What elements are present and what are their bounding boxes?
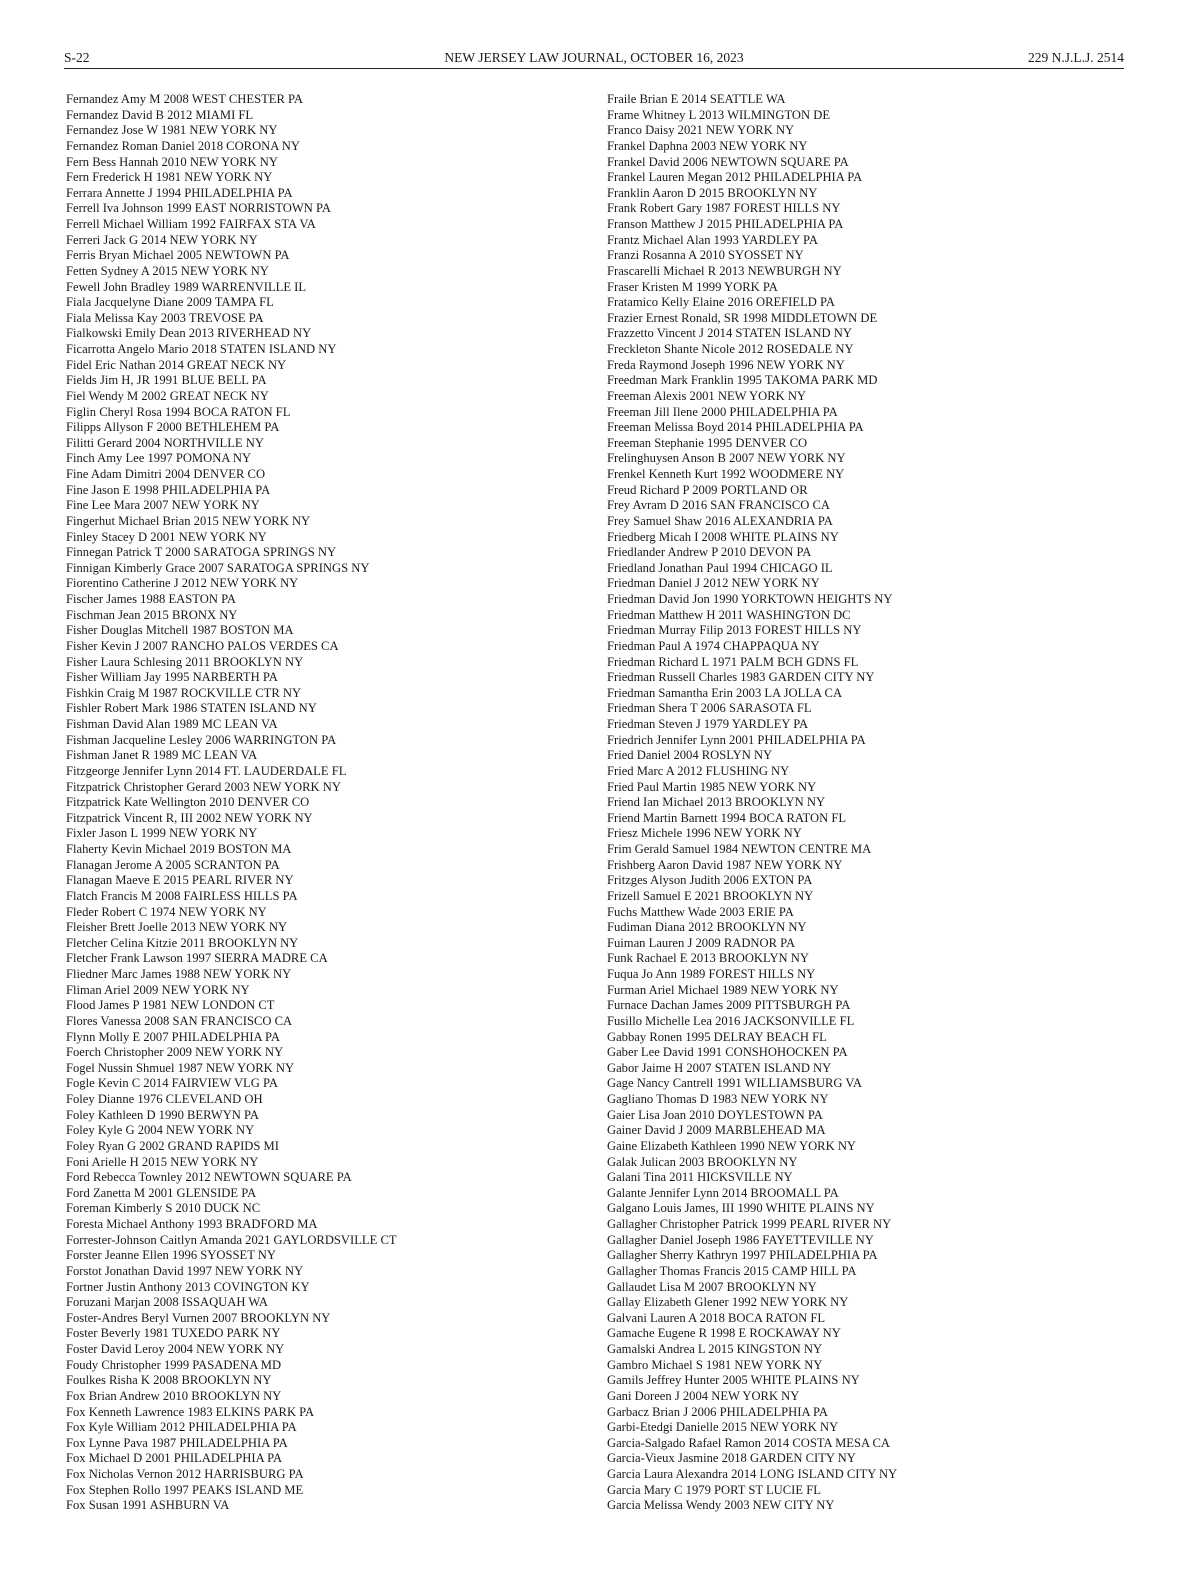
attorney-entry: Forster Jeanne Ellen 1996 SYOSSET NY — [66, 1248, 276, 1263]
attorney-entry: Friedman Russell Charles 1983 GARDEN CITY NY — [607, 670, 875, 685]
attorney-entry: Friesz Michele 1996 NEW YORK NY — [607, 826, 802, 841]
attorney-entry: Fisher William Jay 1995 NARBERTH PA — [66, 670, 278, 685]
attorney-entry: Freud Richard P 2009 PORTLAND OR — [607, 482, 808, 497]
attorney-entry: Foulkes Risha K 2008 BROOKLYN NY — [66, 1373, 272, 1388]
attorney-entry: Fern Frederick H 1981 NEW YORK NY — [66, 170, 273, 185]
attorney-entry: Frantz Michael Alan 1993 YARDLEY PA — [607, 232, 818, 247]
attorney-entry: Fine Lee Mara 2007 NEW YORK NY — [66, 498, 260, 513]
attorney-entry: Galvani Lauren A 2018 BOCA RATON FL — [607, 1310, 826, 1325]
attorney-entry: Furnace Dachan James 2009 PITTSBURGH PA — [607, 998, 851, 1013]
attorney-entry: Gainer David J 2009 MARBLEHEAD MA — [607, 1123, 826, 1138]
attorney-entry: Frazier Ernest Ronald, SR 1998 MIDDLETOWN DE — [607, 310, 878, 325]
attorney-entry: Garbacz Brian J 2006 PHILADELPHIA PA — [607, 1404, 828, 1419]
attorney-entry: Friedlander Andrew P 2010 DEVON PA — [607, 545, 812, 560]
attorney-entry: Foley Kyle G 2004 NEW YORK NY — [66, 1123, 255, 1138]
attorney-entry: Gabor Jaime H 2007 STATEN ISLAND NY — [607, 1060, 832, 1075]
attorney-entry: Fuiman Lauren J 2009 RADNOR PA — [607, 935, 796, 950]
attorney-entry: Fine Jason E 1998 PHILADELPHIA PA — [66, 482, 271, 497]
attorney-entry: Freeman Alexis 2001 NEW YORK NY — [607, 388, 807, 403]
attorney-entry: Fried Marc A 2012 FLUSHING NY — [607, 763, 790, 778]
attorney-entry: Foley Ryan G 2002 GRAND RAPIDS MI — [66, 1138, 279, 1153]
attorney-entry: Gambro Michael S 1981 NEW YORK NY — [607, 1357, 823, 1372]
attorney-entry: Fern Bess Hannah 2010 NEW YORK NY — [66, 154, 278, 169]
attorney-entry: Gallay Elizabeth Glener 1992 NEW YORK NY — [607, 1295, 849, 1310]
attorney-entry: Gamache Eugene R 1998 E ROCKAWAY NY — [607, 1326, 841, 1341]
attorney-entry: Fernandez Roman Daniel 2018 CORONA NY — [66, 138, 300, 153]
attorney-entry: Flaherty Kevin Michael 2019 BOSTON MA — [66, 842, 292, 856]
attorney-entry: Gallagher Christopher Patrick 1999 PEARL RIVER NY — [607, 1217, 892, 1231]
attorney-entry: Galak Julican 2003 BROOKLYN NY — [607, 1154, 798, 1169]
attorney-entry: Fliedner Marc James 1988 NEW YORK NY — [66, 967, 292, 981]
attorney-entry: Friend Martin Barnett 1994 BOCA RATON FL — [607, 810, 847, 825]
attorney-entry: Franzi Rosanna A 2010 SYOSSET NY — [607, 248, 804, 263]
attorney-entry: Galgano Louis James, III 1990 WHITE PLAINS NY — [607, 1201, 875, 1216]
attorney-entry: Friedland Jonathan Paul 1994 CHICAGO IL — [607, 560, 833, 575]
attorney-entry: Gagliano Thomas D 1983 NEW YORK NY — [607, 1092, 829, 1106]
attorney-entry: Fratamico Kelly Elaine 2016 OREFIELD PA — [607, 295, 835, 310]
attorney-entry: Friedman Shera T 2006 SARASOTA FL — [607, 701, 812, 716]
attorney-entry: Foruzani Marjan 2008 ISSAQUAH WA — [66, 1295, 268, 1310]
attorney-entry: Frank Robert Gary 1987 FOREST HILLS NY — [607, 201, 841, 216]
attorney-entry: Fox Stephen Rollo 1997 PEAKS ISLAND ME — [66, 1482, 304, 1497]
attorney-entry: Ficarrotta Angelo Mario 2018 STATEN ISLAND NY — [66, 342, 337, 356]
attorney-entry: Galani Tina 2011 HICKSVILLE NY — [607, 1170, 793, 1185]
attorney-entry: Forrester-Johnson Caitlyn Amanda 2021 GAYLORDSVILLE CT — [66, 1232, 397, 1247]
attorney-entry: Gamils Jeffrey Hunter 2005 WHITE PLAINS NY — [607, 1373, 860, 1388]
attorney-entry: Frenkel Kenneth Kurt 1992 WOODMERE NY — [607, 467, 845, 481]
attorney-entry: Gaber Lee David 1991 CONSHOHOCKEN PA — [607, 1045, 848, 1060]
attorney-entry: Fisher Kevin J 2007 RANCHO PALOS VERDES CA — [66, 638, 339, 653]
attorney-entry: Frankel Lauren Megan 2012 PHILADELPHIA PA — [607, 170, 863, 185]
attorney-entry: Fleder Robert C 1974 NEW YORK NY — [66, 904, 267, 919]
attorney-entry: Freeman Melissa Boyd 2014 PHILADELPHIA PA — [607, 420, 864, 435]
attorney-entry: Finnegan Patrick T 2000 SARATOGA SPRINGS NY — [66, 545, 337, 560]
attorney-entry: Fudiman Diana 2012 BROOKLYN NY — [607, 920, 807, 935]
attorney-entry: Filitti Gerard 2004 NORTHVILLE NY — [66, 435, 264, 450]
attorney-entry: Foster-Andres Beryl Vurnen 2007 BROOKLYN NY — [66, 1310, 331, 1325]
attorney-entry: Frelinghuysen Anson B 2007 NEW YORK NY — [607, 451, 846, 466]
attorney-entry: Flanagan Maeve E 2015 PEARL RIVER NY — [66, 873, 294, 888]
left-column-listing — [66, 92, 566, 1514]
attorney-entry: Friedman Murray Filip 2013 FOREST HILLS NY — [607, 623, 862, 638]
attorney-entry: Franson Matthew J 2015 PHILADELPHIA PA — [607, 217, 844, 231]
attorney-entry: Friedman Matthew H 2011 WASHINGTON DC — [607, 607, 851, 622]
attorney-entry: Fletcher Frank Lawson 1997 SIERRA MADRE CA — [66, 951, 328, 966]
attorney-entry: Fiala Melissa Kay 2003 TREVOSE PA — [66, 310, 264, 325]
attorney-entry: Fiel Wendy M 2002 GREAT NECK NY — [66, 388, 269, 403]
attorney-entry: Fishkin Craig M 1987 ROCKVILLE CTR NY — [66, 685, 302, 700]
attorney-entry: Finley Stacey D 2001 NEW YORK NY — [66, 529, 267, 544]
attorney-entry: Friedman Richard L 1971 PALM BCH GDNS FL — [607, 654, 859, 669]
attorney-entry: Filipps Allyson F 2000 BETHLEHEM PA — [66, 420, 280, 435]
attorney-entry: Fox Lynne Pava 1987 PHILADELPHIA PA — [66, 1435, 288, 1450]
attorney-entry: Fishler Robert Mark 1986 STATEN ISLAND NY — [66, 701, 317, 716]
attorney-entry: Fortner Justin Anthony 2013 COVINGTON KY — [66, 1279, 310, 1294]
attorney-entry: Fiala Jacquelyne Diane 2009 TAMPA FL — [66, 295, 274, 310]
attorney-entry: Fisher Douglas Mitchell 1987 BOSTON MA — [66, 623, 294, 638]
attorney-entry: Fishman David Alan 1989 MC LEAN VA — [66, 717, 278, 731]
attorney-entry: Ferrara Annette J 1994 PHILADELPHIA PA — [66, 185, 293, 200]
journal-title: NEW JERSEY LAW JOURNAL, OCTOBER 16, 2023 — [444, 50, 744, 65]
attorney-entry: Fernandez Amy M 2008 WEST CHESTER PA — [66, 92, 303, 106]
attorney-entry: Fox Nicholas Vernon 2012 HARRISBURG PA — [66, 1467, 304, 1481]
attorney-entry: Ferrell Iva Johnson 1999 EAST NORRISTOWN PA — [66, 201, 331, 216]
attorney-entry: Fischman Jean 2015 BRONX NY — [66, 607, 238, 622]
attorney-entry: Gage Nancy Cantrell 1991 WILLIAMSBURG VA — [607, 1076, 862, 1091]
attorney-entry: Garcia-Salgado Rafael Ramon 2014 COSTA MESA CA — [607, 1435, 891, 1450]
attorney-entry: Friedman Samantha Erin 2003 LA JOLLA CA — [607, 685, 843, 700]
attorney-entry: Gani Doreen J 2004 NEW YORK NY — [607, 1388, 800, 1403]
attorney-entry: Garbi-Etedgi Danielle 2015 NEW YORK NY — [607, 1420, 839, 1435]
attorney-entry: Fox Susan 1991 ASHBURN VA — [66, 1498, 230, 1513]
attorney-entry: Flores Vanessa 2008 SAN FRANCISCO CA — [66, 1013, 293, 1028]
attorney-entry: Fuchs Matthew Wade 2003 ERIE PA — [607, 904, 794, 919]
attorney-entry: Gallagher Thomas Francis 2015 CAMP HILL PA — [607, 1263, 857, 1278]
attorney-entry: Fishman Jacqueline Lesley 2006 WARRINGTON PA — [66, 732, 337, 747]
attorney-entry: Garcia Melissa Wendy 2003 NEW CITY NY — [607, 1498, 835, 1513]
attorney-entry: Frame Whitney L 2013 WILMINGTON DE — [607, 107, 831, 122]
attorney-entry: Fitzpatrick Kate Wellington 2010 DENVER CO — [66, 795, 310, 810]
attorney-entry: Frim Gerald Samuel 1984 NEWTON CENTRE MA — [607, 842, 872, 856]
attorney-entry: Ford Rebecca Townley 2012 NEWTOWN SQUARE PA — [66, 1170, 352, 1185]
attorney-entry: Garcia Laura Alexandra 2014 LONG ISLAND CITY NY — [607, 1467, 898, 1481]
attorney-entry: Gallagher Daniel Joseph 1986 FAYETTEVILLE NY — [607, 1232, 874, 1247]
attorney-entry: Frizell Samuel E 2021 BROOKLYN NY — [607, 888, 814, 903]
attorney-entry: Frishberg Aaron David 1987 NEW YORK NY — [607, 857, 843, 872]
attorney-entry: Finch Amy Lee 1997 POMONA NY — [66, 451, 252, 466]
attorney-entry: Fogle Kevin C 2014 FAIRVIEW VLG PA — [66, 1076, 278, 1091]
attorney-entry: Foster David Leroy 2004 NEW YORK NY — [66, 1342, 285, 1356]
attorney-entry: Foster Beverly 1981 TUXEDO PARK NY — [66, 1326, 281, 1341]
attorney-entry: Funk Rachael E 2013 BROOKLYN NY — [607, 951, 809, 966]
attorney-entry: Frankel Daphna 2003 NEW YORK NY — [607, 138, 808, 153]
attorney-entry: Ferreri Jack G 2014 NEW YORK NY — [66, 232, 258, 247]
attorney-entry: Foudy Christopher 1999 PASADENA MD — [66, 1357, 282, 1372]
attorney-entry: Foley Dianne 1976 CLEVELAND OH — [66, 1092, 263, 1106]
attorney-entry: Freda Raymond Joseph 1996 NEW YORK NY — [607, 357, 845, 372]
attorney-entry: Fried Paul Martin 1985 NEW YORK NY — [607, 779, 817, 794]
attorney-entry: Fernandez David B 2012 MIAMI FL — [66, 107, 254, 122]
attorney-entry: Fried Daniel 2004 ROSLYN NY — [607, 748, 773, 763]
attorney-entry: Fox Michael D 2001 PHILADELPHIA PA — [66, 1451, 283, 1466]
attorney-entry: Fliman Ariel 2009 NEW YORK NY — [66, 982, 250, 997]
attorney-entry: Figlin Cheryl Rosa 1994 BOCA RATON FL — [66, 404, 291, 419]
attorney-entry: Friedman Paul A 1974 CHAPPAQUA NY — [607, 638, 820, 653]
attorney-entry: Freeman Stephanie 1995 DENVER CO — [607, 435, 808, 450]
attorney-entry: Fleisher Brett Joelle 2013 NEW YORK NY — [66, 920, 288, 935]
attorney-entry: Fingerhut Michael Brian 2015 NEW YORK NY — [66, 513, 311, 528]
attorney-entry: Foresta Michael Anthony 1993 BRADFORD MA — [66, 1217, 318, 1231]
attorney-entry: Fritzges Alyson Judith 2006 EXTON PA — [607, 873, 813, 888]
attorney-entry: Garcia-Vieux Jasmine 2018 GARDEN CITY NY — [607, 1451, 856, 1466]
attorney-entry: Freckleton Shante Nicole 2012 ROSEDALE NY — [607, 342, 854, 356]
attorney-entry: Fox Kenneth Lawrence 1983 ELKINS PARK PA — [66, 1404, 315, 1419]
citation: 229 N.J.L.J. 2514 — [1027, 50, 1124, 65]
attorney-entry: Foerch Christopher 2009 NEW YORK NY — [66, 1045, 284, 1060]
attorney-entry: Flatch Francis M 2008 FAIRLESS HILLS PA — [66, 888, 298, 903]
attorney-entry: Franco Daisy 2021 NEW YORK NY — [607, 123, 795, 138]
page-label: S-22 — [64, 50, 90, 65]
attorney-entry: Fox Kyle William 2012 PHILADELPHIA PA — [66, 1420, 297, 1435]
attorney-entry: Foreman Kimberly S 2010 DUCK NC — [66, 1201, 261, 1216]
attorney-entry: Ferris Bryan Michael 2005 NEWTOWN PA — [66, 248, 290, 263]
attorney-entry: Fitzpatrick Vincent R, III 2002 NEW YORK NY — [66, 810, 313, 825]
attorney-entry: Fernandez Jose W 1981 NEW YORK NY — [66, 123, 278, 138]
attorney-entry: Fields Jim H, JR 1991 BLUE BELL PA — [66, 373, 267, 388]
attorney-entry: Frankel David 2006 NEWTOWN SQUARE PA — [607, 154, 849, 169]
right-column-listing — [607, 92, 1127, 1514]
attorney-entry: Forstot Jonathan David 1997 NEW YORK NY — [66, 1263, 304, 1278]
attorney-entry: Furman Ariel Michael 1989 NEW YORK NY — [607, 982, 839, 997]
attorney-entry: Flood James P 1981 NEW LONDON CT — [66, 998, 275, 1013]
attorney-entry: Galante Jennifer Lynn 2014 BROOMALL PA — [607, 1185, 839, 1200]
attorney-entry: Gallagher Sherry Kathryn 1997 PHILADELPHIA PA — [607, 1248, 878, 1263]
attorney-entry: Frascarelli Michael R 2013 NEWBURGH NY — [607, 263, 842, 278]
attorney-entry: Fixler Jason L 1999 NEW YORK NY — [66, 826, 258, 841]
attorney-entry: Franklin Aaron D 2015 BROOKLYN NY — [607, 185, 818, 200]
attorney-entry: Ford Zanetta M 2001 GLENSIDE PA — [66, 1185, 257, 1200]
attorney-entry: Foley Kathleen D 1990 BERWYN PA — [66, 1107, 259, 1122]
attorney-entry: Gaine Elizabeth Kathleen 1990 NEW YORK NY — [607, 1138, 857, 1153]
attorney-entry: Fetten Sydney A 2015 NEW YORK NY — [66, 263, 269, 278]
attorney-entry: Finnigan Kimberly Grace 2007 SARATOGA SPRINGS NY — [66, 560, 370, 575]
attorney-entry: Foni Arielle H 2015 NEW YORK NY — [66, 1154, 259, 1169]
attorney-entry: Frey Samuel Shaw 2016 ALEXANDRIA PA — [607, 513, 833, 528]
attorney-entry: Fuqua Jo Ann 1989 FOREST HILLS NY — [607, 967, 816, 981]
attorney-entry: Ferrell Michael William 1992 FAIRFAX STA VA — [66, 217, 316, 231]
attorney-entry: Gamalski Andrea L 2015 KINGSTON NY — [607, 1342, 823, 1356]
attorney-entry: Friedman Daniel J 2012 NEW YORK NY — [607, 576, 820, 591]
attorney-entry: Fischer James 1988 EASTON PA — [66, 592, 237, 606]
attorney-entry: Frazzetto Vincent J 2014 STATEN ISLAND NY — [607, 326, 852, 341]
page-header — [64, 50, 1124, 69]
attorney-entry: Friend Ian Michael 2013 BROOKLYN NY — [607, 795, 826, 810]
attorney-entry: Fiorentino Catherine J 2012 NEW YORK NY — [66, 576, 299, 591]
attorney-entry: Freeman Jill Ilene 2000 PHILADELPHIA PA — [607, 404, 838, 419]
attorney-entry: Friedrich Jennifer Lynn 2001 PHILADELPHIA PA — [607, 732, 866, 747]
attorney-entry: Fine Adam Dimitri 2004 DENVER CO — [66, 467, 266, 481]
attorney-entry: Fishman Janet R 1989 MC LEAN VA — [66, 748, 258, 763]
attorney-entry: Fidel Eric Nathan 2014 GREAT NECK NY — [66, 357, 287, 372]
attorney-entry: Friedman Steven J 1979 YARDLEY PA — [607, 717, 809, 731]
attorney-entry: Friedman David Jon 1990 YORKTOWN HEIGHTS NY — [607, 592, 893, 606]
attorney-entry: Frey Avram D 2016 SAN FRANCISCO CA — [607, 498, 830, 513]
attorney-entry: Flynn Molly E 2007 PHILADELPHIA PA — [66, 1029, 281, 1044]
attorney-entry: Garcia Mary C 1979 PORT ST LUCIE FL — [607, 1482, 821, 1497]
attorney-entry: Gaier Lisa Joan 2010 DOYLESTOWN PA — [607, 1107, 823, 1122]
attorney-entry: Fisher Laura Schlesing 2011 BROOKLYN NY — [66, 654, 304, 669]
attorney-entry: Fitzpatrick Christopher Gerard 2003 NEW YORK NY — [66, 779, 341, 794]
attorney-entry: Fogel Nussin Shmuel 1987 NEW YORK NY — [66, 1060, 295, 1075]
attorney-entry: Fraile Brian E 2014 SEATTLE WA — [607, 92, 786, 106]
attorney-entry: Fusillo Michelle Lea 2016 JACKSONVILLE FL — [607, 1013, 855, 1028]
attorney-entry: Gallaudet Lisa M 2007 BROOKLYN NY — [607, 1279, 817, 1294]
attorney-entry: Friedberg Micah I 2008 WHITE PLAINS NY — [607, 529, 839, 544]
attorney-entry: Fitzgeorge Jennifer Lynn 2014 FT. LAUDERDALE FL — [66, 763, 347, 778]
attorney-entry: Fraser Kristen M 1999 YORK PA — [607, 279, 778, 294]
attorney-entry: Fialkowski Emily Dean 2013 RIVERHEAD NY — [66, 326, 312, 341]
attorney-entry: Gabbay Ronen 1995 DELRAY BEACH FL — [607, 1029, 827, 1044]
attorney-entry: Freedman Mark Franklin 1995 TAKOMA PARK MD — [607, 373, 878, 388]
attorney-entry: Fletcher Celina Kitzie 2011 BROOKLYN NY — [66, 935, 299, 950]
attorney-entry: Flanagan Jerome A 2005 SCRANTON PA — [66, 857, 280, 872]
attorney-entry: Fewell John Bradley 1989 WARRENVILLE IL — [66, 279, 307, 294]
attorney-entry: Fox Brian Andrew 2010 BROOKLYN NY — [66, 1388, 282, 1403]
